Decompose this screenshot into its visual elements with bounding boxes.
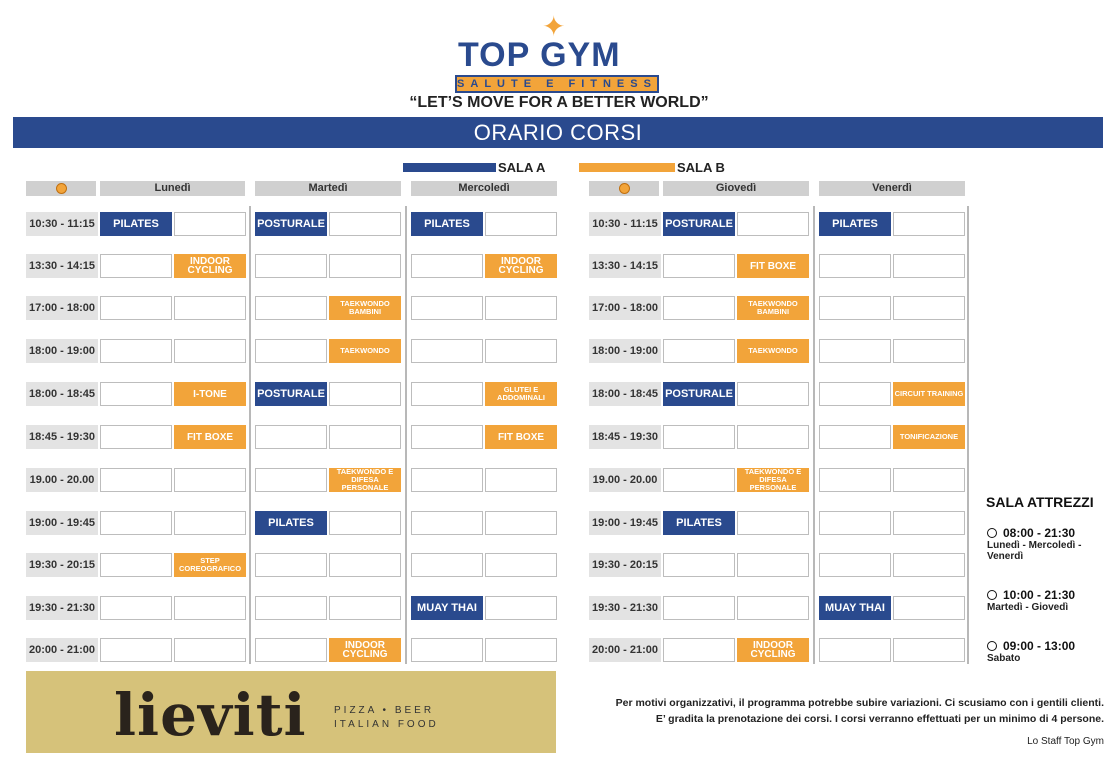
empty-slot	[663, 553, 735, 577]
empty-slot	[255, 425, 327, 449]
class-slot-taekwondo[interactable]	[329, 339, 401, 363]
empty-slot	[737, 553, 809, 577]
sala-attrezzi-title: SALA ATTREZZI	[986, 494, 1094, 510]
empty-slot	[255, 596, 327, 620]
empty-slot	[174, 468, 246, 492]
sponsor-line1: PIZZA • BEER	[334, 705, 435, 716]
empty-slot	[329, 511, 401, 535]
class-slot-pilates[interactable]	[819, 212, 891, 236]
class-label: PILATES	[676, 516, 722, 529]
day-header: Mercoledì	[411, 181, 557, 196]
class-slot-fit-boxe[interactable]	[485, 425, 557, 449]
class-label: PILATES	[832, 217, 878, 230]
class-slot-circuit[interactable]	[893, 382, 965, 406]
empty-slot	[819, 553, 891, 577]
attrezzi-slot	[987, 588, 1107, 613]
time-slot: 10:30 - 11:15	[589, 212, 661, 236]
time-slot: 18:00 - 18:45	[26, 382, 98, 406]
empty-slot	[737, 382, 809, 406]
class-label: TAEKWONDO BAMBINI	[748, 299, 798, 316]
class-label: I-TONE	[193, 388, 227, 400]
attrezzi-time: 10:00 - 21:30	[1003, 588, 1076, 602]
empty-slot	[819, 511, 891, 535]
empty-slot	[100, 254, 172, 278]
empty-slot	[893, 553, 965, 577]
empty-slot	[663, 425, 735, 449]
top-gym-logo	[440, 8, 680, 96]
class-slot-indoor-cycling[interactable]	[485, 254, 557, 278]
class-slot-pilates[interactable]	[100, 212, 172, 236]
class-label: MUAY THAI	[825, 601, 885, 614]
empty-slot	[663, 254, 735, 278]
class-label: TAEKWONDO	[748, 346, 798, 355]
empty-slot	[411, 339, 483, 363]
empty-slot	[737, 212, 809, 236]
empty-slot	[485, 511, 557, 535]
empty-slot	[893, 468, 965, 492]
class-slot-tonificazione[interactable]	[893, 425, 965, 449]
empty-slot	[100, 638, 172, 662]
empty-slot	[663, 638, 735, 662]
empty-slot	[893, 638, 965, 662]
empty-slot	[411, 511, 483, 535]
empty-slot	[174, 511, 246, 535]
empty-slot	[663, 339, 735, 363]
legend-sala-b-swatch	[579, 163, 675, 172]
empty-slot	[329, 596, 401, 620]
empty-slot	[329, 212, 401, 236]
class-slot-taekwondo-difesa[interactable]	[329, 468, 401, 492]
class-slot-glutei[interactable]	[485, 382, 557, 406]
time-slot: 17:00 - 18:00	[26, 296, 98, 320]
time-slot: 19:30 - 21:30	[589, 596, 661, 620]
empty-slot	[255, 638, 327, 662]
time-header	[589, 181, 659, 196]
class-slot-taekwondo-difesa[interactable]	[737, 468, 809, 492]
empty-slot	[485, 212, 557, 236]
empty-slot	[255, 296, 327, 320]
page-title: ORARIO CORSI	[13, 117, 1103, 148]
empty-slot	[485, 339, 557, 363]
class-slot-indoor-cycling[interactable]	[174, 254, 246, 278]
empty-slot	[174, 212, 246, 236]
time-slot: 18:45 - 19:30	[26, 425, 98, 449]
time-slot: 19:00 - 19:45	[26, 511, 98, 535]
class-label: INDOOR CYCLING	[498, 256, 544, 276]
class-label: INDOOR CYCLING	[750, 640, 796, 660]
class-slot-taekwondo-bambini[interactable]	[329, 296, 401, 320]
class-label: PILATES	[424, 217, 470, 230]
attrezzi-days: Lunedì - Mercoledì - Venerdì	[987, 540, 1082, 562]
clock-icon	[619, 183, 630, 194]
staff-signature: Lo Staff Top Gym	[1027, 736, 1104, 747]
class-label: FIT BOXE	[749, 260, 797, 272]
class-label: TAEKWONDO BAMBINI	[340, 299, 390, 316]
empty-slot	[174, 296, 246, 320]
class-slot-taekwondo[interactable]	[737, 339, 809, 363]
class-label: FIT BOXE	[497, 431, 545, 443]
clock-icon	[56, 183, 67, 194]
empty-slot	[485, 296, 557, 320]
empty-slot	[485, 553, 557, 577]
class-slot-indoor-cycling[interactable]	[329, 638, 401, 662]
clock-icon	[987, 528, 997, 538]
empty-slot	[819, 468, 891, 492]
empty-slot	[100, 296, 172, 320]
empty-slot	[663, 296, 735, 320]
empty-slot	[174, 596, 246, 620]
empty-slot	[893, 212, 965, 236]
time-slot: 18:45 - 19:30	[589, 425, 661, 449]
class-label: POSTURALE	[665, 387, 733, 400]
class-label: POSTURALE	[665, 217, 733, 230]
class-label: CIRCUIT TRAINING	[894, 389, 964, 398]
day-header: Venerdì	[819, 181, 965, 196]
empty-slot	[737, 425, 809, 449]
class-label: TONIFICAZIONE	[899, 432, 959, 441]
column-divider	[967, 206, 969, 664]
time-slot: 13:30 - 14:15	[589, 254, 661, 278]
attrezzi-slot	[987, 526, 1107, 562]
time-slot: 19:30 - 20:15	[26, 553, 98, 577]
time-slot: 19:30 - 21:30	[26, 596, 98, 620]
empty-slot	[663, 468, 735, 492]
class-label: FIT BOXE	[186, 431, 234, 443]
time-header	[26, 181, 96, 196]
empty-slot	[411, 425, 483, 449]
empty-slot	[255, 339, 327, 363]
empty-slot	[485, 596, 557, 620]
legend-sala-a: SALA A	[498, 160, 546, 175]
class-label: TAEKWONDO	[340, 346, 390, 355]
empty-slot	[100, 511, 172, 535]
column-divider	[405, 206, 407, 664]
class-slot-i-tone[interactable]	[174, 382, 246, 406]
attrezzi-time: 09:00 - 13:00	[1003, 639, 1076, 653]
star-icon: ✦	[542, 11, 566, 42]
class-slot-muay-thai[interactable]	[411, 596, 483, 620]
class-slot-posturale[interactable]	[663, 382, 735, 406]
legend-sala-a-swatch	[403, 163, 496, 172]
empty-slot	[255, 254, 327, 278]
class-slot-taekwondo-bambini[interactable]	[737, 296, 809, 320]
class-slot-pilates[interactable]	[411, 212, 483, 236]
note-line2: E’ gradita la prenotazione dei corsi. I corsi verranno effettuati per un minimo di 4 persone.	[655, 713, 1104, 725]
empty-slot	[411, 254, 483, 278]
class-slot-posturale[interactable]	[663, 212, 735, 236]
empty-slot	[329, 425, 401, 449]
empty-slot	[329, 254, 401, 278]
time-slot: 19:00 - 19:45	[589, 511, 661, 535]
sponsor-logo: lieviti	[114, 681, 307, 749]
time-slot: 19:30 - 20:15	[589, 553, 661, 577]
empty-slot	[485, 468, 557, 492]
clock-icon	[987, 590, 997, 600]
class-label: PILATES	[113, 217, 159, 230]
empty-slot	[329, 382, 401, 406]
time-slot: 20:00 - 21:00	[26, 638, 98, 662]
column-divider	[813, 206, 815, 664]
attrezzi-days: Sabato	[987, 653, 1021, 664]
day-header: Martedì	[255, 181, 401, 196]
empty-slot	[100, 339, 172, 363]
class-label: GLUTEI E ADDOMINALI	[497, 385, 545, 402]
empty-slot	[485, 638, 557, 662]
empty-slot	[893, 596, 965, 620]
brand-tagline: SALUTE E FITNESS	[455, 75, 659, 93]
empty-slot	[411, 553, 483, 577]
empty-slot	[893, 511, 965, 535]
empty-slot	[663, 596, 735, 620]
note-line1: Per motivi organizzativi, il programma potrebbe subire variazioni. Ci scusiamo con i gentili clienti.	[615, 697, 1104, 709]
time-slot: 18:00 - 19:00	[26, 339, 98, 363]
empty-slot	[100, 468, 172, 492]
column-divider	[249, 206, 251, 664]
attrezzi-days: Martedì - Giovedì	[987, 602, 1069, 613]
empty-slot	[329, 553, 401, 577]
time-slot: 19.00 - 20.00	[26, 468, 98, 492]
empty-slot	[100, 425, 172, 449]
class-label: STEP COREOGRAFICO	[178, 556, 242, 573]
empty-slot	[255, 553, 327, 577]
empty-slot	[819, 296, 891, 320]
time-slot: 20:00 - 21:00	[589, 638, 661, 662]
sponsor-line2: ITALIAN FOOD	[334, 719, 439, 730]
empty-slot	[893, 339, 965, 363]
time-slot: 10:30 - 11:15	[26, 212, 98, 236]
class-slot-muay-thai[interactable]	[819, 596, 891, 620]
time-slot: 17:00 - 18:00	[589, 296, 661, 320]
class-slot-step[interactable]	[174, 553, 246, 577]
class-slot-pilates[interactable]	[255, 511, 327, 535]
class-label: POSTURALE	[257, 217, 325, 230]
class-slot-pilates[interactable]	[663, 511, 735, 535]
clock-icon	[987, 641, 997, 651]
empty-slot	[411, 296, 483, 320]
empty-slot	[819, 638, 891, 662]
empty-slot	[174, 638, 246, 662]
empty-slot	[893, 296, 965, 320]
class-slot-fit-boxe[interactable]	[174, 425, 246, 449]
brand-name: TOP GYM	[458, 36, 621, 74]
empty-slot	[737, 511, 809, 535]
class-label: MUAY THAI	[417, 601, 477, 614]
empty-slot	[255, 468, 327, 492]
legend-sala-b: SALA B	[677, 160, 725, 175]
class-label: TAEKWONDO E DIFESA PERSONALE	[744, 467, 802, 492]
attrezzi-slot	[987, 639, 1107, 664]
empty-slot	[819, 382, 891, 406]
empty-slot	[819, 425, 891, 449]
class-label: POSTURALE	[257, 387, 325, 400]
class-label: PILATES	[268, 516, 314, 529]
time-slot: 19.00 - 20.00	[589, 468, 661, 492]
time-slot: 13:30 - 14:15	[26, 254, 98, 278]
time-slot: 18:00 - 18:45	[589, 382, 661, 406]
time-slot: 18:00 - 19:00	[589, 339, 661, 363]
day-header: Giovedì	[663, 181, 809, 196]
empty-slot	[411, 468, 483, 492]
class-label: INDOOR CYCLING	[187, 256, 233, 276]
class-slot-posturale[interactable]	[255, 212, 327, 236]
empty-slot	[819, 254, 891, 278]
empty-slot	[737, 596, 809, 620]
empty-slot	[100, 596, 172, 620]
empty-slot	[411, 638, 483, 662]
sponsor-banner[interactable]	[26, 671, 556, 753]
empty-slot	[819, 339, 891, 363]
class-slot-posturale[interactable]	[255, 382, 327, 406]
empty-slot	[893, 254, 965, 278]
empty-slot	[100, 382, 172, 406]
day-header: Lunedì	[100, 181, 245, 196]
attrezzi-time: 08:00 - 21:30	[1003, 526, 1076, 540]
empty-slot	[174, 339, 246, 363]
empty-slot	[411, 382, 483, 406]
slogan: “LET’S MOVE FOR A BETTER WORLD”	[409, 94, 709, 111]
class-slot-indoor-cycling[interactable]	[737, 638, 809, 662]
class-label: INDOOR CYCLING	[342, 640, 388, 660]
empty-slot	[100, 553, 172, 577]
class-slot-fit-boxe[interactable]	[737, 254, 809, 278]
class-label: TAEKWONDO E DIFESA PERSONALE	[336, 467, 394, 492]
